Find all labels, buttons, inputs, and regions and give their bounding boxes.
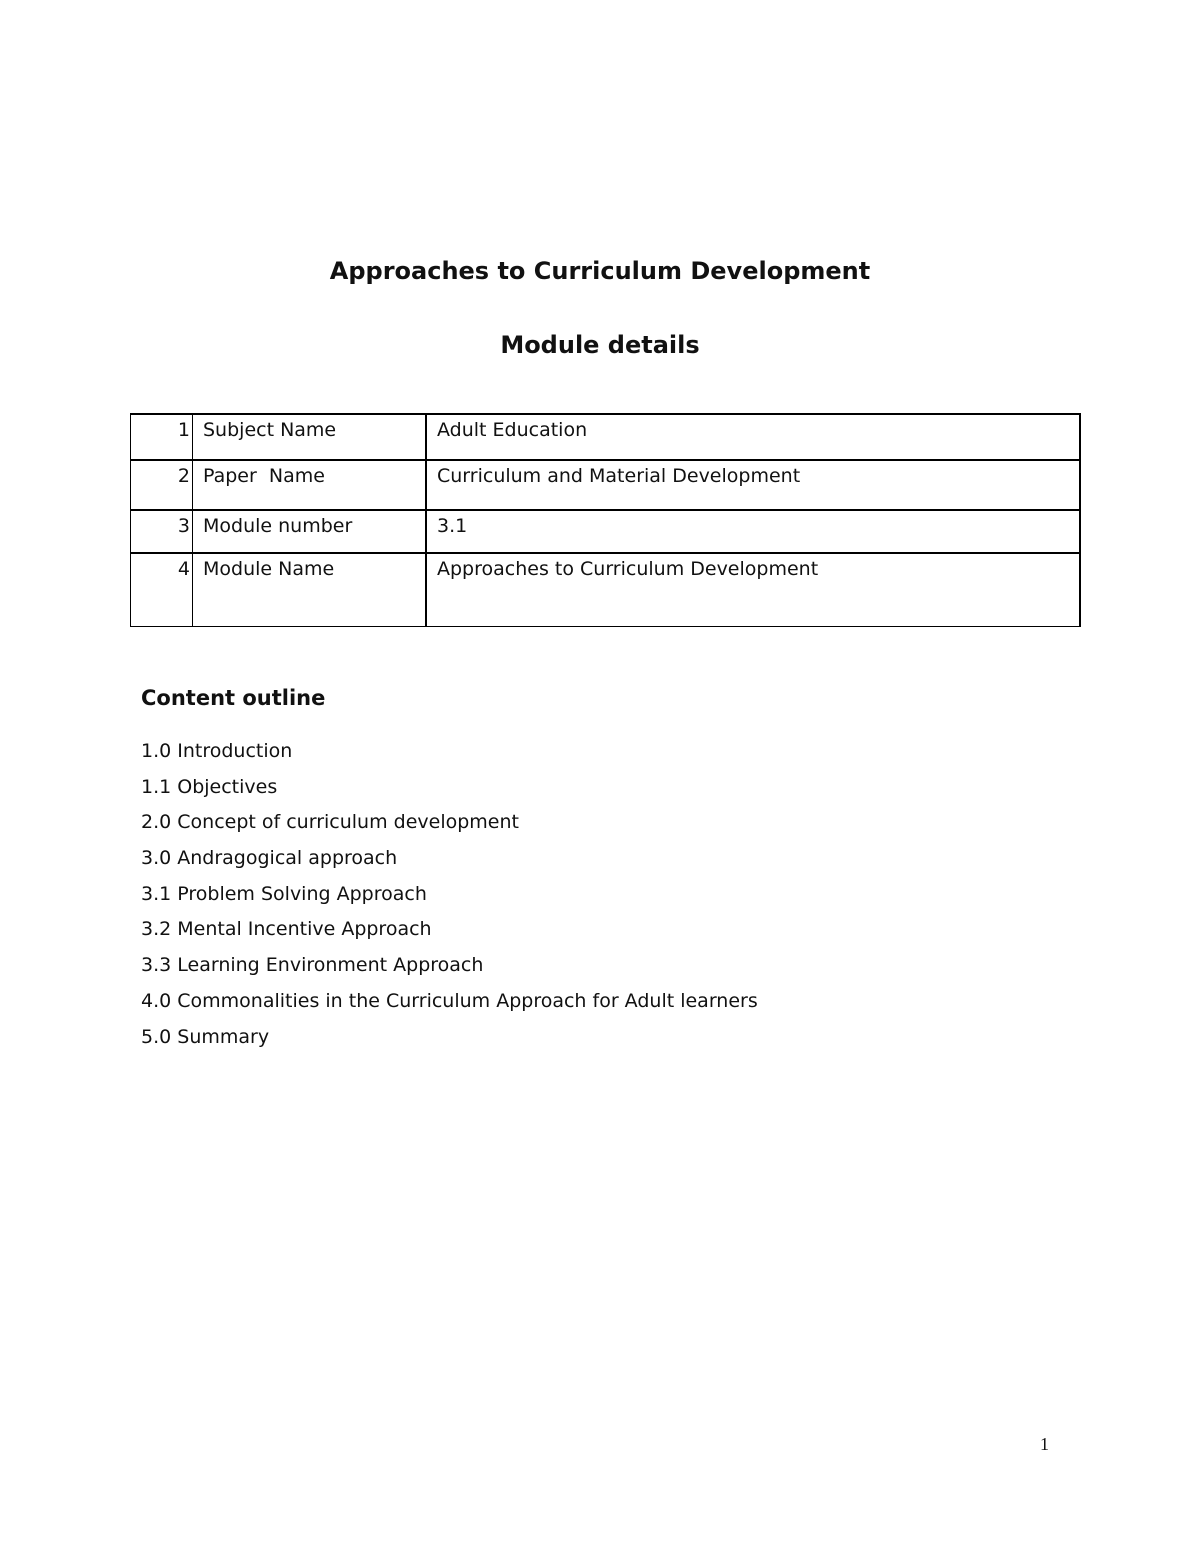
page-number: 1 xyxy=(1040,1434,1049,1454)
module-details-table xyxy=(130,413,1081,627)
module-details-heading: Module details xyxy=(500,331,700,359)
row-value: 3.1 xyxy=(426,510,1080,553)
row-label: Module Name xyxy=(193,553,427,627)
list-item: 3.0 Andragogical approach xyxy=(141,847,398,870)
row-value: Adult Education xyxy=(426,414,1080,460)
row-number: 1 xyxy=(131,414,193,460)
list-item: 5.0 Summary xyxy=(141,1025,270,1048)
row-label: Subject Name xyxy=(193,414,427,460)
document-title: Approaches to Curriculum Development xyxy=(329,257,871,285)
row-label: Paper Name xyxy=(193,460,427,510)
row-number: 4 xyxy=(131,553,193,627)
table-row xyxy=(131,510,1081,553)
row-value: Curriculum and Material Development xyxy=(426,460,1080,510)
list-item: 2.0 Concept of curriculum development xyxy=(141,811,519,834)
list-item: 3.1 Problem Solving Approach xyxy=(141,882,427,905)
content-outline-list xyxy=(141,736,758,1057)
list-item: 3.2 Mental Incentive Approach xyxy=(141,918,432,941)
table-row xyxy=(131,414,1081,460)
list-item: 1.1 Objectives xyxy=(141,775,278,798)
row-label: Module number xyxy=(193,510,427,553)
list-item: 3.3 Learning Environment Approach xyxy=(141,954,484,977)
table-row xyxy=(131,553,1081,627)
row-value: Approaches to Curriculum Development xyxy=(426,553,1080,627)
list-item: 1.0 Introduction xyxy=(141,740,293,762)
table-row xyxy=(131,460,1081,510)
content-outline-heading: Content outline xyxy=(141,686,326,710)
row-number: 2 xyxy=(131,460,193,510)
row-number: 3 xyxy=(131,510,193,553)
list-item: 4.0 Commonalities in the Curriculum Approach for Adult learners xyxy=(141,989,758,1012)
